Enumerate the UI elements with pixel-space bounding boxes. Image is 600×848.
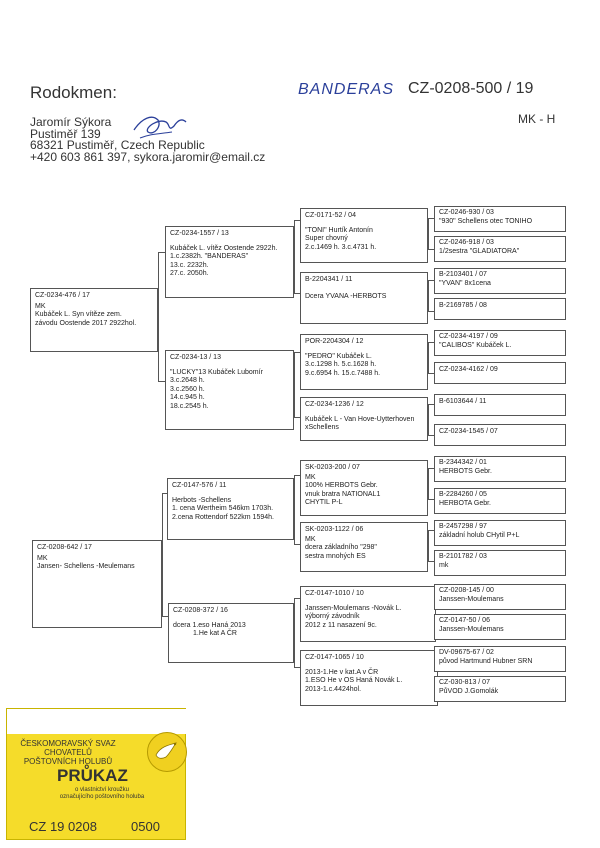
note-line: 1.ESO He v OS Haná Novák L. bbox=[305, 677, 403, 685]
great-grandparent-card bbox=[300, 522, 428, 572]
ancestor-card bbox=[434, 456, 566, 482]
ancestor-card bbox=[434, 550, 566, 576]
ring-number: B-2344342 / 01 bbox=[439, 459, 487, 466]
note-line: Janssen-Moulemans -Novák L. bbox=[305, 604, 402, 612]
ancestor-card bbox=[434, 614, 566, 640]
pigeon-ring-number: CZ-0208-500 / 19 bbox=[408, 80, 534, 97]
note-line: Kubáček L. vítěz Oostende 2922h. bbox=[170, 244, 278, 252]
note-line: 2012 z 11 nasazení 9c. bbox=[305, 621, 377, 629]
note-line: Janssen-Moulemans bbox=[439, 595, 504, 603]
card-organization bbox=[13, 739, 123, 766]
owner-name: Jaromír Sýkora bbox=[30, 115, 112, 129]
ring-number: CZ-0171-52 / 04 bbox=[305, 212, 356, 219]
card-subtitle bbox=[37, 787, 167, 801]
note-line: dcera 1.eso Haná 2013 bbox=[173, 621, 246, 629]
note-line: Kubáček L. Syn vítěze zem. bbox=[35, 311, 122, 319]
ring-number: CZ-0234-13 / 13 bbox=[170, 354, 221, 361]
owner-address-1: Pustiměř 139 bbox=[30, 126, 101, 141]
note-line: CHYTIL P-L bbox=[305, 499, 343, 507]
great-grandparent-card bbox=[300, 586, 436, 642]
ring-number: CZ-0147-576 / 11 bbox=[172, 482, 227, 489]
great-grandparent-card bbox=[300, 460, 428, 516]
ring-number: B-6103644 / 11 bbox=[439, 398, 487, 405]
note-line: Kubáček L - Van Hove-Uytterhoven bbox=[305, 415, 415, 423]
note-line: mk bbox=[439, 561, 449, 569]
ring-number: CZ-0234-4162 / 09 bbox=[439, 366, 498, 373]
ancestor-card bbox=[434, 268, 566, 294]
ancestor-card bbox=[434, 424, 566, 446]
ring-number: CZ-0208-372 / 16 bbox=[173, 607, 228, 614]
note-line: sestra mnohých ES bbox=[305, 552, 366, 560]
sire-card bbox=[30, 288, 158, 352]
note-line: Herbots -Schellens bbox=[172, 496, 232, 504]
ring-number: CZ-0234-1236 / 12 bbox=[305, 401, 364, 408]
grandparent-card bbox=[165, 226, 294, 298]
great-grandparent-card bbox=[300, 650, 438, 706]
ring-number: CZ-0234-1545 / 07 bbox=[439, 428, 498, 435]
ancestor-card bbox=[434, 394, 566, 416]
ancestor-card bbox=[434, 236, 566, 262]
ring-number: DV-09675-67 / 02 bbox=[439, 649, 494, 656]
ring-number: CZ-0234-4197 / 09 bbox=[439, 333, 498, 340]
note-line: Jansen- Schellens -Meulemans bbox=[37, 563, 135, 571]
card-title: PRŮKAZ bbox=[57, 766, 128, 785]
note-line: základní holub CHytil P+L bbox=[439, 531, 520, 539]
note-line: 2013-1.He v kat.A v ČR bbox=[305, 668, 379, 676]
ancestor-card bbox=[434, 488, 566, 514]
note-line: "CALIBOS" Kubáček L. bbox=[439, 341, 512, 349]
owner-address-2: 68321 Pustiměř, Czech Republic bbox=[30, 138, 205, 152]
note-line: HERBOTS Gebr. bbox=[439, 467, 492, 475]
ring-number: CZ-0208-642 / 17 bbox=[37, 544, 92, 551]
note-line: původ Hartmund Hubner SRN bbox=[439, 657, 533, 665]
great-grandparent-card bbox=[300, 272, 428, 324]
ring-number: CZ-0208-145 / 00 bbox=[439, 587, 494, 594]
org-line: POŠTOVNÍCH HOLUBŮ bbox=[23, 757, 113, 766]
note-line: 18.c.2545 h. bbox=[170, 402, 209, 410]
ring-number: SK-0203-1122 / 06 bbox=[305, 526, 364, 533]
owner-contact: +420 603 861 397, sykora.jaromir@email.cz bbox=[30, 149, 266, 164]
ring-number: CZ-0234-1557 / 13 bbox=[170, 230, 229, 237]
ring-number: CZ-0147-1065 / 10 bbox=[305, 654, 364, 661]
ancestor-card bbox=[434, 646, 566, 672]
card-ring-suffix: 0500 bbox=[131, 819, 160, 834]
note-line: MK bbox=[305, 473, 316, 481]
note-line: 14.c.945 h. bbox=[170, 394, 205, 402]
org-line: ČESKOMORAVSKÝ SVAZ bbox=[20, 739, 116, 748]
note-line: "YVAN" 8x1cena bbox=[439, 279, 491, 287]
note-line: Dcera YVANA -HERBOTS bbox=[305, 292, 387, 300]
note-line: "930" Schellens otec TONIHO bbox=[439, 217, 533, 225]
ring-number: B-2457298 / 97 bbox=[439, 523, 487, 530]
ancestor-card bbox=[434, 676, 566, 702]
ownership-card bbox=[6, 708, 186, 840]
great-grandparent-card bbox=[300, 334, 428, 390]
dam-card bbox=[32, 540, 162, 628]
ring-number: B-2284260 / 05 bbox=[439, 491, 487, 498]
ancestor-card bbox=[434, 520, 566, 546]
note-line: "TONI" Hurtík Antonín bbox=[305, 226, 373, 234]
ring-number: B-2169785 / 08 bbox=[439, 302, 487, 309]
note-line: 1.He kat A ČR bbox=[193, 630, 237, 638]
great-grandparent-card bbox=[300, 397, 428, 441]
page-title: Rodokmen: bbox=[30, 83, 117, 102]
note-line: výborný závodník bbox=[305, 613, 360, 621]
ring-number: POR-2204304 / 12 bbox=[305, 338, 364, 345]
pigeon-sex: MK - H bbox=[518, 112, 556, 126]
ring-number: CZ-0234-476 / 17 bbox=[35, 292, 90, 299]
note-line: 2.c.1469 h. 3.c.4731 h. bbox=[305, 243, 377, 251]
note-line: MK bbox=[37, 554, 48, 562]
note-line: 1. cena Wertheim 546km 1703h. bbox=[172, 505, 274, 513]
ring-number: CZ-030-813 / 07 bbox=[439, 679, 490, 686]
card-subtitle-line: označujícího poštovního holuba bbox=[59, 794, 145, 800]
note-line: MK bbox=[35, 302, 46, 310]
grandparent-card bbox=[165, 350, 294, 430]
card-top-strip bbox=[7, 709, 187, 734]
great-grandparent-card bbox=[300, 208, 428, 263]
note-line: 13.c. 2232h. bbox=[170, 261, 209, 269]
ring-number: CZ-0246-918 / 03 bbox=[439, 239, 494, 246]
note-line: "LUCKY"13 Kubáček Lubomír bbox=[170, 368, 263, 376]
ring-number: CZ-0147-50 / 06 bbox=[439, 617, 490, 624]
grandparent-card bbox=[167, 478, 294, 540]
note-line: 27.c. 2050h. bbox=[170, 270, 209, 278]
note-line: 3.c.1298 h. 5.c.1628 h. bbox=[305, 361, 377, 369]
ring-number: CZ-0147-1010 / 10 bbox=[305, 590, 364, 597]
note-line: 1.c.2382h. "BANDERAS" bbox=[170, 253, 249, 261]
ring-number: B-2101782 / 03 bbox=[439, 553, 487, 560]
signature bbox=[128, 108, 190, 142]
note-line: xSchellens bbox=[305, 424, 339, 432]
note-line: 2.cena Rottendorf 522km 1594h. bbox=[172, 513, 274, 521]
ancestor-card bbox=[434, 298, 566, 320]
note-line: 9.c.6954 h. 15.c.7488 h. bbox=[305, 369, 381, 377]
pigeon-name: BANDERAS bbox=[298, 81, 395, 98]
note-line: Janssen-Moulemans bbox=[439, 625, 504, 633]
note-line: PůVOD J.Gomolák bbox=[439, 687, 499, 695]
note-line: 1/2sestra "GLADIATORA" bbox=[439, 247, 520, 255]
ancestor-card bbox=[434, 330, 566, 356]
note-line: Super chovný bbox=[305, 235, 348, 243]
note-line: závodu Oostende 2017 2922hol. bbox=[35, 319, 137, 327]
ancestor-card bbox=[434, 584, 566, 610]
note-line: "PEDRO" Kubáček L. bbox=[305, 352, 372, 360]
pigeon-logo-icon bbox=[147, 732, 187, 772]
ancestor-card bbox=[434, 206, 566, 232]
ring-number: B-2204341 / 11 bbox=[305, 276, 353, 283]
note-line: 100% HERBOTS Gebr. bbox=[305, 482, 378, 490]
ring-number: SK-0203-200 / 07 bbox=[305, 464, 360, 471]
ancestor-card bbox=[434, 362, 566, 384]
note-line: 2013-1.c.4424hol. bbox=[305, 685, 362, 693]
connector bbox=[158, 252, 165, 382]
card-ring-number: CZ 19 0208 bbox=[29, 819, 97, 834]
ring-number: CZ-0246-930 / 03 bbox=[439, 209, 494, 216]
note-line: vnuk bratra NATIONAL1 bbox=[305, 490, 381, 498]
note-line: 3.c.2560 h. bbox=[170, 385, 205, 393]
note-line: MK bbox=[305, 535, 316, 543]
org-line: CHOVATELŮ bbox=[44, 748, 92, 757]
note-line: 3.c.2648 h. bbox=[170, 377, 205, 385]
grandparent-card bbox=[168, 603, 294, 663]
card-subtitle-line: o vlastnictví kroužku bbox=[74, 787, 130, 793]
note-line: HERBOTA Gebr. bbox=[439, 499, 491, 507]
note-line: dcera základního "298" bbox=[305, 544, 377, 552]
ring-number: B-2103401 / 07 bbox=[439, 271, 487, 278]
